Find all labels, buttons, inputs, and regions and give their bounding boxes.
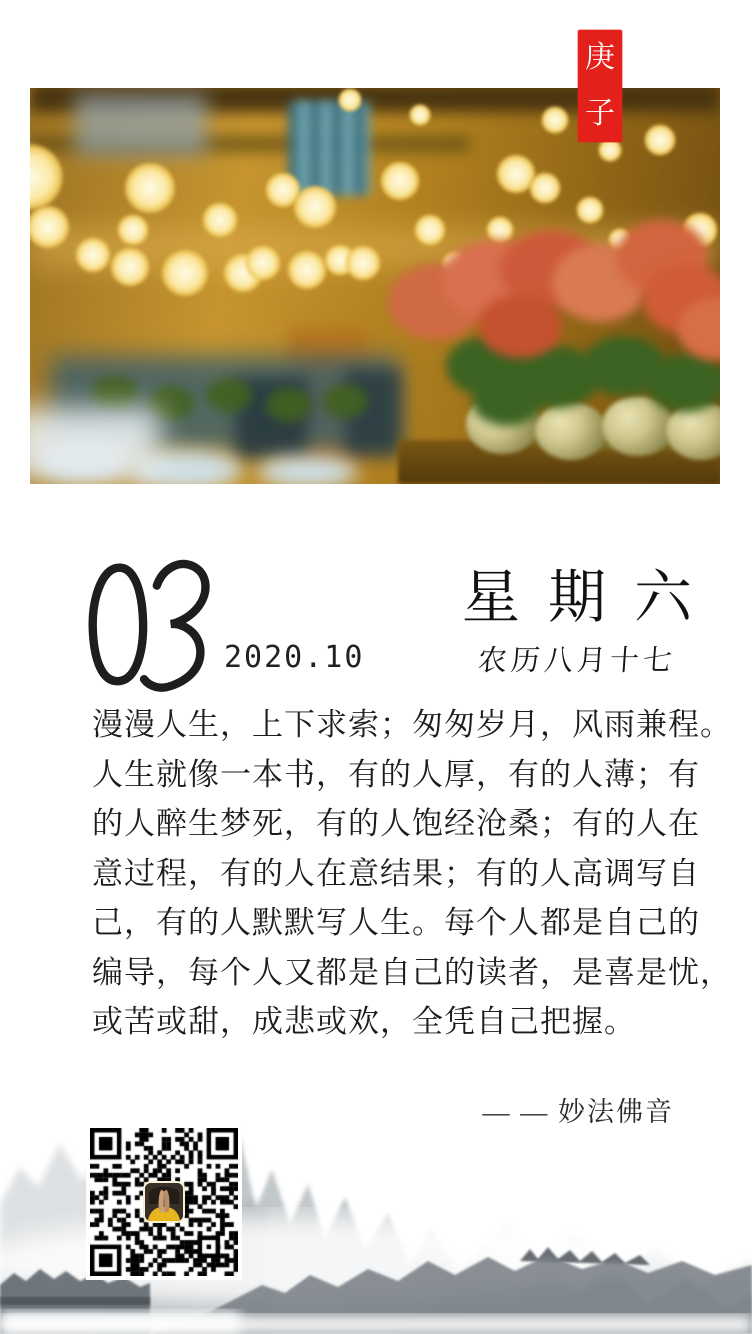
bokeh-light bbox=[409, 104, 431, 126]
bokeh-light bbox=[380, 161, 420, 201]
bokeh-light bbox=[293, 185, 337, 229]
quote-line: 编导，每个人又都是自己的读者，是喜是忧， bbox=[92, 954, 732, 990]
seal-char-bottom: 子 bbox=[585, 97, 615, 130]
photo-window bbox=[288, 100, 370, 196]
bokeh-light bbox=[30, 143, 64, 211]
bokeh-light bbox=[414, 214, 446, 246]
quote-line: 的人醉生梦死，有的人饱经沧桑；有的人在 bbox=[92, 806, 700, 841]
photo-plant bbox=[266, 388, 312, 422]
bokeh-light bbox=[117, 214, 149, 246]
header-photo bbox=[30, 88, 720, 484]
bokeh-light bbox=[245, 245, 281, 281]
year-seal bbox=[578, 30, 622, 142]
quote-line: 或苦或甜，成悲或欢，全凭自己把握。 bbox=[92, 1004, 636, 1039]
qr-code bbox=[90, 1128, 238, 1276]
quote-line: 漫漫人生，上下求索；匆匆岁月，风雨兼程。 bbox=[92, 707, 732, 742]
month-label: 2020.10 bbox=[224, 640, 365, 675]
bokeh-light bbox=[161, 249, 209, 297]
quote-line: 己，有的人默默写人生。每个人都是自己的 bbox=[92, 905, 700, 940]
photo-plant bbox=[206, 378, 252, 412]
photo-leaves bbox=[646, 354, 720, 412]
quote-line: 意过程，有的人在意结果；有的人高调写自 bbox=[92, 855, 700, 891]
photo-flower bbox=[478, 294, 562, 358]
photo-vase bbox=[535, 402, 607, 460]
seal-char-top: 庚 bbox=[585, 41, 615, 74]
photo-tablecloth bbox=[258, 456, 358, 484]
lunar-date-label: 农历八月十七 bbox=[476, 645, 677, 677]
bokeh-light bbox=[75, 237, 111, 273]
photo-leaves bbox=[472, 376, 542, 426]
bokeh-light bbox=[529, 172, 561, 204]
photo-plant bbox=[322, 384, 368, 418]
day-number bbox=[0, 0, 1, 1]
bokeh-light bbox=[202, 202, 238, 238]
quote-paragraph bbox=[92, 700, 732, 1047]
bokeh-light bbox=[345, 245, 381, 281]
photo-window bbox=[75, 94, 207, 156]
photo-glow bbox=[30, 408, 160, 478]
bokeh-light bbox=[338, 88, 362, 112]
bokeh-light bbox=[576, 196, 604, 224]
bokeh-light bbox=[287, 250, 327, 290]
bokeh-light bbox=[110, 247, 150, 287]
bokeh-light bbox=[124, 162, 176, 214]
bokeh-light bbox=[541, 106, 569, 134]
weekday-label: 星期六 bbox=[462, 565, 721, 630]
day-number-graphic bbox=[78, 556, 214, 692]
praying-hands-icon bbox=[145, 1183, 183, 1221]
photo-plant bbox=[92, 376, 138, 410]
quote-line: 人生就像一本书，有的人厚，有的人薄；有 bbox=[92, 756, 700, 792]
quote-attribution: — — 妙法佛音 bbox=[482, 1097, 674, 1127]
praying-hands-avatar bbox=[143, 1181, 185, 1223]
bokeh-light bbox=[644, 124, 676, 156]
